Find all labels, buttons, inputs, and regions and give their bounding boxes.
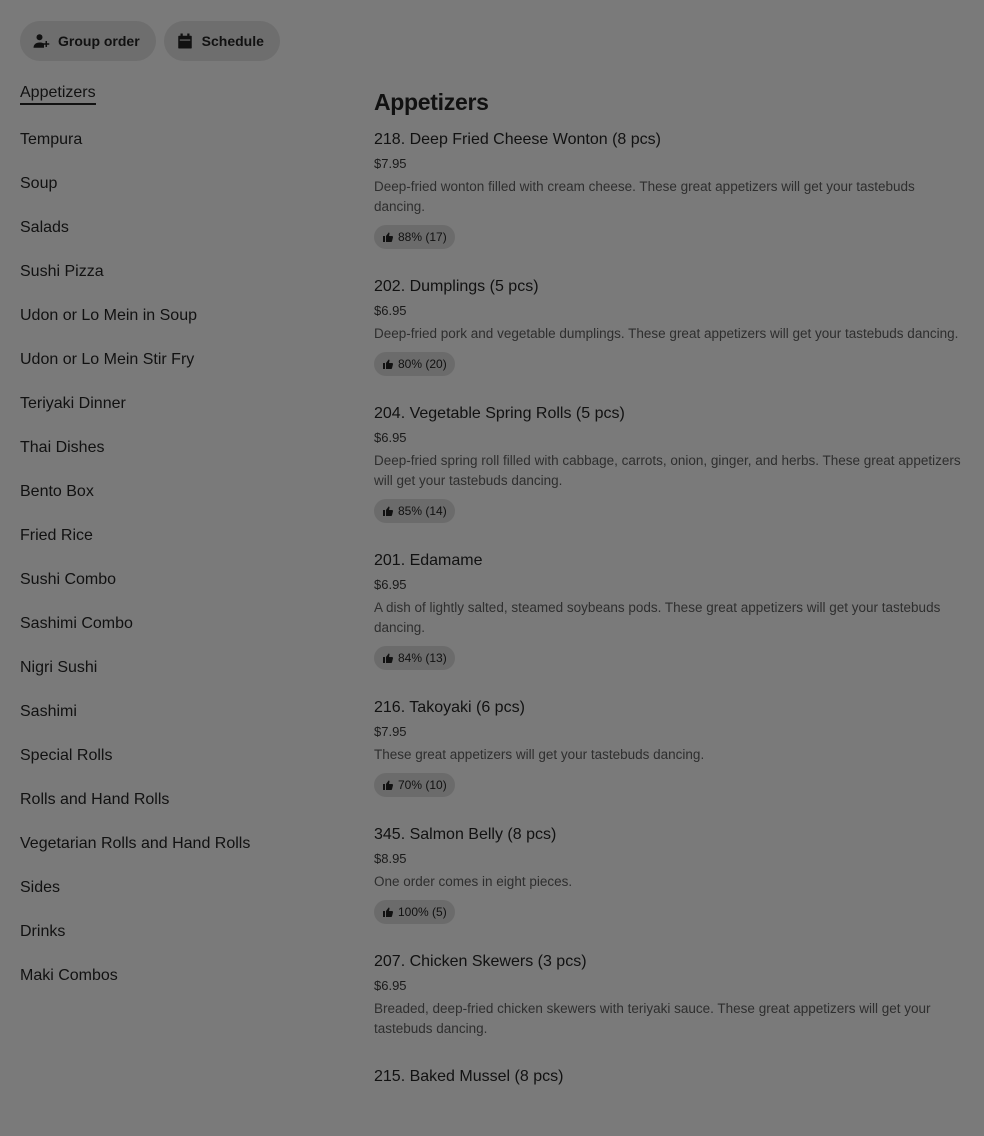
sidebar-item-label: Salads bbox=[20, 219, 69, 236]
thumbs-up-icon bbox=[382, 358, 394, 370]
schedule-label: Schedule bbox=[201, 33, 264, 49]
sidebar-item-sushi-pizza[interactable] bbox=[20, 250, 340, 294]
item-gap bbox=[374, 1039, 964, 1067]
sidebar-item-udon-or-lo-mein-stir-fry[interactable] bbox=[20, 338, 340, 382]
sidebar-item-label: Nigri Sushi bbox=[20, 659, 98, 676]
sidebar-item-label: Sashimi bbox=[20, 703, 77, 720]
item-description: A dish of lightly salted, steamed soybeans pods. These great appetizers will get your tastebuds dancing. bbox=[374, 600, 941, 635]
schedule-button[interactable] bbox=[164, 21, 280, 61]
sidebar-item-label: Sides bbox=[20, 879, 61, 896]
menu-item[interactable] bbox=[374, 698, 964, 797]
sidebar-item-label: Sushi Combo bbox=[20, 571, 117, 588]
sidebar-item-appetizers[interactable] bbox=[20, 84, 340, 106]
item-name: 215. Baked Mussel (8 pcs) bbox=[374, 1068, 564, 1085]
menu-item[interactable] bbox=[374, 404, 964, 523]
rating-text: 85% (14) bbox=[398, 504, 447, 518]
sidebar-item-label: Tempura bbox=[20, 131, 83, 148]
sidebar-item-sides[interactable] bbox=[20, 866, 340, 910]
sidebar-item-label: Teriyaki Dinner bbox=[20, 395, 126, 412]
menu-item[interactable] bbox=[374, 952, 964, 1039]
sidebar-item-tempura[interactable] bbox=[20, 118, 340, 162]
rating-text: 88% (17) bbox=[398, 230, 447, 244]
sidebar-item-label: Vegetarian Rolls and Hand Rolls bbox=[20, 835, 251, 852]
item-price: $8.95 bbox=[374, 851, 407, 866]
item-name: 345. Salmon Belly (8 pcs) bbox=[374, 826, 557, 843]
calendar-icon bbox=[176, 32, 194, 50]
rating-badge bbox=[374, 225, 455, 249]
rating-badge bbox=[374, 773, 455, 797]
item-description: Deep-fried spring roll filled with cabbage, carrots, onion, ginger, and herbs. These great appetizers will get your tastebuds dancing. bbox=[374, 453, 961, 488]
category-sidebar bbox=[20, 84, 340, 998]
sidebar-item-label: Special Rolls bbox=[20, 747, 113, 764]
item-description: One order comes in eight pieces. bbox=[374, 874, 573, 889]
sidebar-item-label: Udon or Lo Mein Stir Fry bbox=[20, 351, 195, 368]
item-name: 204. Vegetable Spring Rolls (5 pcs) bbox=[374, 405, 625, 422]
thumbs-up-icon bbox=[382, 231, 394, 243]
menu-item[interactable] bbox=[374, 825, 964, 924]
item-price: $6.95 bbox=[374, 577, 407, 592]
rating-text: 84% (13) bbox=[398, 651, 447, 665]
item-price: $6.95 bbox=[374, 978, 407, 993]
thumbs-up-icon bbox=[382, 505, 394, 517]
sidebar-item-sushi-combo[interactable] bbox=[20, 558, 340, 602]
menu-item[interactable] bbox=[374, 551, 964, 670]
item-price: $6.95 bbox=[374, 430, 407, 445]
item-description: These great appetizers will get your tastebuds dancing. bbox=[374, 747, 705, 762]
item-description: Breaded, deep-fried chicken skewers with teriyaki sauce. These great appetizers will get your tastebuds dancing. bbox=[374, 1001, 931, 1036]
sidebar-item-label: Udon or Lo Mein in Soup bbox=[20, 307, 197, 324]
sidebar-item-label: Sashimi Combo bbox=[20, 615, 133, 632]
section-title: Appetizers bbox=[374, 88, 489, 115]
thumbs-up-icon bbox=[382, 652, 394, 664]
sidebar-item-label: Thai Dishes bbox=[20, 439, 105, 456]
rating-badge bbox=[374, 352, 455, 376]
sidebar-item-soup[interactable] bbox=[20, 162, 340, 206]
item-gap bbox=[374, 523, 964, 551]
sidebar-item-teriyaki-dinner[interactable] bbox=[20, 382, 340, 426]
sidebar-item-rolls-and-hand-rolls[interactable] bbox=[20, 778, 340, 822]
sidebar-item-label: Rolls and Hand Rolls bbox=[20, 791, 170, 808]
item-name: 216. Takoyaki (6 pcs) bbox=[374, 699, 525, 716]
item-name: 218. Deep Fried Cheese Wonton (8 pcs) bbox=[374, 131, 661, 148]
rating-badge bbox=[374, 646, 455, 670]
item-name: 201. Edamame bbox=[374, 552, 483, 569]
rating-badge bbox=[374, 499, 455, 523]
item-description: Deep-fried pork and vegetable dumplings. These great appetizers will get your tastebuds dancing. bbox=[374, 326, 959, 341]
sidebar-item-label: Bento Box bbox=[20, 483, 94, 500]
sidebar-item-fried-rice[interactable] bbox=[20, 514, 340, 558]
sidebar-item-label: Appetizers bbox=[20, 84, 96, 105]
sidebar-item-bento-box[interactable] bbox=[20, 470, 340, 514]
rating-text: 70% (10) bbox=[398, 778, 447, 792]
group-order-label: Group order bbox=[58, 33, 140, 49]
sidebar-item-salads[interactable] bbox=[20, 206, 340, 250]
item-price: $7.95 bbox=[374, 156, 407, 171]
item-description: Deep-fried wonton filled with cream cheese. These great appetizers will get your tastebuds dancing. bbox=[374, 179, 915, 214]
sidebar-item-label: Maki Combos bbox=[20, 967, 118, 984]
rating-text: 80% (20) bbox=[398, 357, 447, 371]
item-gap bbox=[374, 670, 964, 698]
menu-item[interactable] bbox=[374, 277, 964, 376]
item-gap bbox=[374, 376, 964, 404]
sidebar-item-udon-or-lo-mein-in-soup[interactable] bbox=[20, 294, 340, 338]
sidebar-item-label: Soup bbox=[20, 175, 58, 192]
item-gap bbox=[374, 249, 964, 277]
sidebar-item-sashimi[interactable] bbox=[20, 690, 340, 734]
rating-text: 100% (5) bbox=[398, 905, 447, 919]
menu-item[interactable] bbox=[374, 1067, 964, 1087]
menu-main bbox=[374, 84, 964, 1087]
sidebar-item-special-rolls[interactable] bbox=[20, 734, 340, 778]
sidebar-item-thai-dishes[interactable] bbox=[20, 426, 340, 470]
add-person-icon bbox=[32, 32, 50, 50]
item-name: 207. Chicken Skewers (3 pcs) bbox=[374, 953, 587, 970]
sidebar-item-label: Drinks bbox=[20, 923, 66, 940]
menu-item[interactable] bbox=[374, 130, 964, 249]
group-order-button[interactable] bbox=[20, 21, 156, 61]
item-price: $7.95 bbox=[374, 724, 407, 739]
item-gap bbox=[374, 924, 964, 952]
sidebar-item-label: Sushi Pizza bbox=[20, 263, 104, 280]
sidebar-item-label: Fried Rice bbox=[20, 527, 93, 544]
item-price: $6.95 bbox=[374, 303, 407, 318]
sidebar-item-drinks[interactable] bbox=[20, 910, 340, 954]
thumbs-up-icon bbox=[382, 779, 394, 791]
rating-badge bbox=[374, 900, 455, 924]
menu-list bbox=[374, 130, 964, 1087]
sidebar-item-sashimi-combo[interactable] bbox=[20, 602, 340, 646]
thumbs-up-icon bbox=[382, 906, 394, 918]
order-actions bbox=[20, 21, 280, 61]
sidebar-item-nigri-sushi[interactable] bbox=[20, 646, 340, 690]
item-gap bbox=[374, 797, 964, 825]
sidebar-item-vegetarian-rolls-and-hand-rolls[interactable] bbox=[20, 822, 340, 866]
item-name: 202. Dumplings (5 pcs) bbox=[374, 278, 539, 295]
sidebar-item-maki-combos[interactable] bbox=[20, 954, 340, 998]
